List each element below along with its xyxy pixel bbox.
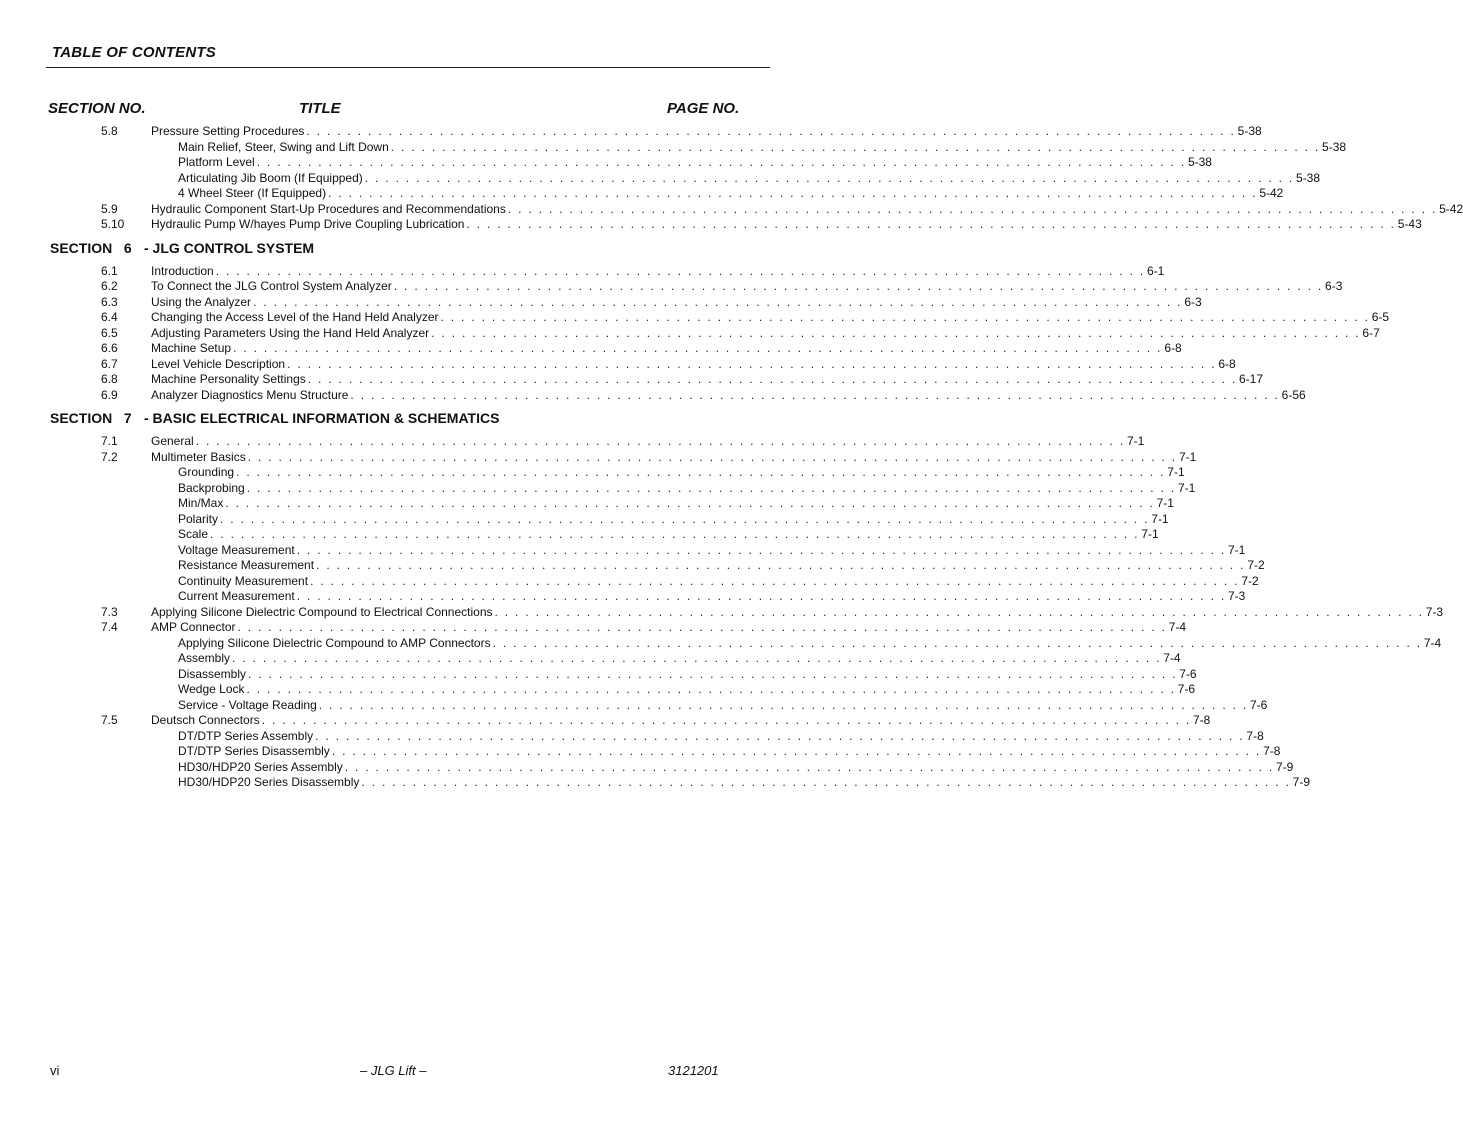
toc-entry[interactable] <box>0 294 1202 311</box>
toc-entry-page: 7-1 <box>1178 449 1197 464</box>
toc-entry-title: Assembly <box>178 651 231 665</box>
toc-entry-title: Scale <box>178 527 209 541</box>
dot-leader: . . . . . . . . . . . . . . . . . . . . . . . . . . . . . . . . . . . . . . . . . . . . . . . . . . . . . . . . . . . . . . . . . . . . . . . . . . . . . . . . . . . . . . . . . . . <box>440 310 1370 324</box>
toc-entry[interactable] <box>0 325 1380 342</box>
toc-entry[interactable] <box>0 511 1169 528</box>
toc-entry-title: Grounding <box>178 465 235 479</box>
toc-entry-line <box>178 527 1159 543</box>
toc-entry-line <box>151 356 1236 373</box>
toc-entry-line <box>178 542 1246 559</box>
toc-entry-line <box>178 496 1174 512</box>
toc-entry-number: 6.3 <box>101 294 118 309</box>
toc-entry-line <box>178 666 1197 683</box>
toc-entry-page: 7-6 <box>1179 666 1197 681</box>
toc-entry-title: Changing the Access Level of the Hand Held Analyzer <box>151 310 439 324</box>
dot-leader: . . . . . . . . . . . . . . . . . . . . . . . . . . . . . . . . . . . . . . . . . . . . . . . . . . . . . . . . . . . . . . . . . . . . . . . . . . . . . . . . . . . . . . . . . . . <box>318 697 1248 712</box>
toc-entry-page: 7-3 <box>1227 589 1246 603</box>
section-label: SECTION 6 <box>50 239 132 256</box>
dot-leader: . . . . . . . . . . . . . . . . . . . . . . . . . . . . . . . . . . . . . . . . . . . . . . . . . . . . . . . . . . . . . . . . . . . . . . . . . . . . . . . . . . . . . . . . . . . <box>195 434 1125 448</box>
toc-entry-page: 7-1 <box>1151 511 1169 526</box>
toc-entry[interactable] <box>0 496 1174 512</box>
toc-entry[interactable] <box>0 217 1422 233</box>
dot-leader: . . . . . . . . . . . . . . . . . . . . . . . . . . . . . . . . . . . . . . . . . . . . . . . . . . . . . . . . . . . . . . . . . . . . . . . . . . . . . . . . . . . . . . . . . . . <box>215 263 1145 278</box>
dot-leader: . . . . . . . . . . . . . . . . . . . . . . . . . . . . . . . . . . . . . . . . . . . . . . . . . . . . . . . . . . . . . . . . . . . . . . . . . . . . . . . . . . . . . . . . . . . <box>466 217 1396 231</box>
dot-leader: . . . . . . . . . . . . . . . . . . . . . . . . . . . . . . . . . . . . . . . . . . . . . . . . . . . . . . . . . . . . . . . . . . . . . . . . . . . . . . . . . . . . . . . . . . . <box>225 496 1155 510</box>
toc-entry[interactable] <box>0 697 1268 714</box>
toc-entry-number: 6.2 <box>101 279 118 293</box>
section-name: - BASIC ELECTRICAL INFORMATION & SCHEMATICS <box>144 410 500 426</box>
section-heading <box>0 240 866 257</box>
toc-entry-title: Hydraulic Pump W/hayes Pump Drive Coupling Lubrication <box>151 217 465 231</box>
toc-entry[interactable] <box>0 651 1181 667</box>
dot-leader: . . . . . . . . . . . . . . . . . . . . . . . . . . . . . . . . . . . . . . . . . . . . . . . . . . . . . . . . . . . . . . . . . . . . . . . . . . . . . . . . . . . . . . . . . . . <box>507 201 1438 216</box>
dot-leader: . . . . . . . . . . . . . . . . . . . . . . . . . . . . . . . . . . . . . . . . . . . . . . . . . . . . . . . . . . . . . . . . . . . . . . . . . . . . . . . . . . . . . . . . . . . <box>316 558 1246 572</box>
toc-entry-line <box>178 589 1246 605</box>
toc-entry-page: 7-9 <box>1275 759 1294 774</box>
toc-entry-page: 7-2 <box>1247 558 1265 572</box>
dot-leader: . . . . . . . . . . . . . . . . . . . . . . . . . . . . . . . . . . . . . . . . . . . . . . . . . . . . . . . . . . . . . . . . . . . . . . . . . . . . . . . . . . . . . . . . . . . <box>253 294 1183 309</box>
toc-entry-line <box>178 511 1169 528</box>
toc-entry[interactable] <box>0 666 1197 683</box>
toc-entry-page: 7-2 <box>1241 573 1259 588</box>
toc-entry-line <box>178 573 1259 590</box>
toc-entry[interactable] <box>0 728 1264 745</box>
dot-leader: . . . . . . . . . . . . . . . . . . . . . . . . . . . . . . . . . . . . . . . . . . . . . . . . . . . . . . . . . . . . . . . . . . . . . . . . . . . . . . . . . . . . . . . . . . . <box>210 527 1140 541</box>
toc-entry-title: Applying Silicone Dielectric Compound to AMP Connectors <box>178 635 491 650</box>
toc-entry-title: Voltage Measurement <box>178 542 295 557</box>
toc-entry-page: 5-42 <box>1259 186 1284 200</box>
toc-entry-title: DT/DTP Series Disassembly <box>178 744 330 758</box>
toc-entry[interactable] <box>0 480 1196 497</box>
dot-leader: . . . . . . . . . . . . . . . . . . . . . . . . . . . . . . . . . . . . . . . . . . . . . . . . . . . . . . . . . . . . . . . . . . . . . . . . . . . . . . . . . . . . . . . . . . . <box>331 744 1262 758</box>
page-title: TABLE OF CONTENTS <box>52 44 216 61</box>
toc-entry[interactable] <box>0 139 1347 156</box>
dot-leader: . . . . . . . . . . . . . . . . . . . . . . . . . . . . . . . . . . . . . . . . . . . . . . . . . . . . . . . . . . . . . . . . . . . . . . . . . . . . . . . . . . . . . . . . . . . <box>261 713 1191 727</box>
toc-entry[interactable] <box>0 356 1236 373</box>
toc-entry-title: Level Vehicle Description <box>151 356 286 371</box>
toc-entry[interactable] <box>0 775 1310 791</box>
toc-entry[interactable] <box>0 589 1246 605</box>
toc-entry-title: Applying Silicone Dielectric Compound to Electrical Connections <box>151 604 493 619</box>
dot-leader: . . . . . . . . . . . . . . . . . . . . . . . . . . . . . . . . . . . . . . . . . . . . . . . . . . . . . . . . . . . . . . . . . . . . . . . . . . . . . . . . . . . . . . . . . . . <box>248 666 1178 681</box>
dot-leader: . . . . . . . . . . . . . . . . . . . . . . . . . . . . . . . . . . . . . . . . . . . . . . . . . . . . . . . . . . . . . . . . . . . . . . . . . . . . . . . . . . . . . . . . . . . <box>233 341 1163 355</box>
dot-leader: . . . . . . . . . . . . . . . . . . . . . . . . . . . . . . . . . . . . . . . . . . . . . . . . . . . . . . . . . . . . . . . . . . . . . . . . . . . . . . . . . . . . . . . . . . . <box>328 186 1258 200</box>
column-header-title: TITLE <box>299 100 341 117</box>
dot-leader: . . . . . . . . . . . . . . . . . . . . . . . . . . . . . . . . . . . . . . . . . . . . . . . . . . . . . . . . . . . . . . . . . . . . . . . . . . . . . . . . . . . . . . . . . . . <box>364 170 1295 185</box>
dot-leader: . . . . . . . . . . . . . . . . . . . . . . . . . . . . . . . . . . . . . . . . . . . . . . . . . . . . . . . . . . . . . . . . . . . . . . . . . . . . . . . . . . . . . . . . . . . <box>247 449 1177 464</box>
column-header-section-no: SECTION NO. <box>48 100 146 117</box>
toc-entry-page: 5-42 <box>1439 201 1463 216</box>
toc-entry-title: Polarity <box>178 511 219 526</box>
toc-entry-line <box>178 139 1347 156</box>
toc-entry[interactable] <box>0 341 1182 357</box>
footer-publisher: – JLG Lift – <box>360 1063 427 1078</box>
toc-entry[interactable] <box>0 744 1281 760</box>
toc-entry-title: To Connect the JLG Control System Analyzer <box>151 279 392 293</box>
toc-entry-number: 6.7 <box>101 356 118 371</box>
toc-entry-page: 7-1 <box>1156 496 1174 510</box>
toc-entry[interactable] <box>0 263 1165 280</box>
toc-entry-title: HD30/HDP20 Series Assembly <box>178 759 343 774</box>
footer-page-number: vi <box>50 1063 60 1078</box>
toc-entry-title: Using the Analyzer <box>151 294 252 309</box>
toc-entry-page: 6-5 <box>1371 310 1390 324</box>
toc-entry-title: Analyzer Diagnostics Menu Structure <box>151 387 349 402</box>
toc-entry[interactable] <box>0 542 1246 559</box>
toc-entry-title: Service - Voltage Reading <box>178 697 317 712</box>
toc-entry[interactable] <box>0 759 1294 776</box>
toc-entry-line <box>151 372 1264 388</box>
toc-entry-line <box>178 744 1281 760</box>
toc-entry-number: 6.4 <box>101 310 118 324</box>
toc-entry-title: Machine Personality Settings <box>151 372 306 386</box>
toc-entry-number: 5.9 <box>101 201 118 216</box>
dot-leader: . . . . . . . . . . . . . . . . . . . . . . . . . . . . . . . . . . . . . . . . . . . . . . . . . . . . . . . . . . . . . . . . . . . . . . . . . . . . . . . . . . . . . . . . . . . <box>431 325 1361 340</box>
header-rule <box>46 67 770 68</box>
toc-entry-line <box>151 124 1262 140</box>
toc-entry-line <box>178 697 1268 714</box>
toc-entry-line <box>178 170 1321 187</box>
toc-entry-line <box>178 635 1442 652</box>
toc-entry-page: 6-56 <box>1281 387 1306 402</box>
toc-entry-number: 6.1 <box>101 263 118 278</box>
toc-entry-line <box>151 434 1145 450</box>
dot-leader: . . . . . . . . . . . . . . . . . . . . . . . . . . . . . . . . . . . . . . . . . . . . . . . . . . . . . . . . . . . . . . . . . . . . . . . . . . . . . . . . . . . . . . . . . . . <box>256 155 1186 169</box>
toc-entry-number: 6.6 <box>101 341 118 355</box>
dot-leader: . . . . . . . . . . . . . . . . . . . . . . . . . . . . . . . . . . . . . . . . . . . . . . . . . . . . . . . . . . . . . . . . . . . . . . . . . . . . . . . . . . . . . . . . . . . <box>220 511 1150 526</box>
dot-leader: . . . . . . . . . . . . . . . . . . . . . . . . . . . . . . . . . . . . . . . . . . . . . . . . . . . . . . . . . . . . . . . . . . . . . . . . . . . . . . . . . . . . . . . . . . . <box>494 604 1424 619</box>
dot-leader: . . . . . . . . . . . . . . . . . . . . . . . . . . . . . . . . . . . . . . . . . . . . . . . . . . . . . . . . . . . . . . . . . . . . . . . . . . . . . . . . . . . . . . . . . . . <box>315 728 1245 743</box>
toc-entry[interactable] <box>0 713 1211 729</box>
section-name: - JLG CONTROL SYSTEM <box>144 239 315 256</box>
toc-entry[interactable] <box>0 155 1212 171</box>
toc-entry-page: 7-9 <box>1292 775 1310 789</box>
toc-entry-line <box>178 728 1264 745</box>
toc-entry-line <box>178 775 1310 791</box>
dot-leader: . . . . . . . . . . . . . . . . . . . . . . . . . . . . . . . . . . . . . . . . . . . . . . . . . . . . . . . . . . . . . . . . . . . . . . . . . . . . . . . . . . . . . . . . . . . <box>237 620 1167 634</box>
toc-entry[interactable] <box>0 434 1145 450</box>
section-heading <box>0 410 866 427</box>
toc-entry[interactable] <box>0 310 1390 326</box>
toc-entry-title: Introduction <box>151 263 214 278</box>
toc-entry-line <box>151 263 1165 280</box>
toc-entry-line <box>178 759 1294 776</box>
toc-entry-title: Continuity Measurement <box>178 573 309 588</box>
toc-entry-title: Disassembly <box>178 666 247 681</box>
toc-entry-title: Hydraulic Component Start-Up Procedures and Recommendations <box>151 201 506 216</box>
toc-entry-line <box>151 310 1390 326</box>
toc-entry[interactable] <box>0 558 1265 574</box>
toc-entry-number: 6.9 <box>101 387 118 402</box>
toc-entry-title: Platform Level <box>178 155 255 169</box>
toc-entry-number: 6.8 <box>101 372 118 386</box>
toc-entry-title: Adjusting Parameters Using the Hand Held Analyzer <box>151 325 430 340</box>
toc-entry-number: 7.5 <box>101 713 118 727</box>
section-label: SECTION 7 <box>50 410 132 426</box>
toc-entry[interactable] <box>0 186 1284 202</box>
toc-entry-line <box>178 465 1185 481</box>
toc-entry-title: DT/DTP Series Assembly <box>178 728 314 743</box>
toc-entry-title: Min/Max <box>178 496 224 510</box>
toc-entry-line <box>151 279 1343 295</box>
toc-entry-page: 7-8 <box>1192 713 1211 727</box>
toc-entry-number: 7.3 <box>101 604 118 619</box>
column-header-page-no: PAGE NO. <box>667 100 740 117</box>
toc-entry[interactable] <box>0 465 1185 481</box>
toc-entry-line <box>178 682 1196 698</box>
toc-list <box>0 124 1463 791</box>
toc-entry-number: 7.1 <box>101 434 118 448</box>
toc-entry-title: Machine Setup <box>151 341 232 355</box>
dot-leader: . . . . . . . . . . . . . . . . . . . . . . . . . . . . . . . . . . . . . . . . . . . . . . . . . . . . . . . . . . . . . . . . . . . . . . . . . . . . . . . . . . . . . . . . . . . <box>306 124 1236 138</box>
toc-entry-line <box>151 713 1211 729</box>
toc-entry-page: 7-4 <box>1423 635 1442 650</box>
toc-entry-line <box>178 155 1212 171</box>
toc-entry-page: 6-7 <box>1362 325 1380 340</box>
toc-entry-page: 6-8 <box>1218 356 1236 371</box>
dot-leader: . . . . . . . . . . . . . . . . . . . . . . . . . . . . . . . . . . . . . . . . . . . . . . . . . . . . . . . . . . . . . . . . . . . . . . . . . . . . . . . . . . . . . . . . . . . <box>232 651 1162 665</box>
toc-entry-line <box>151 387 1306 404</box>
toc-entry-page: 6-8 <box>1164 341 1182 355</box>
dot-leader: . . . . . . . . . . . . . . . . . . . . . . . . . . . . . . . . . . . . . . . . . . . . . . . . . . . . . . . . . . . . . . . . . . . . . . . . . . . . . . . . . . . . . . . . . . . <box>246 682 1176 696</box>
toc-entry-page: 7-4 <box>1163 651 1181 665</box>
toc-entry[interactable] <box>0 527 1159 543</box>
toc-entry-page: 5-38 <box>1237 124 1262 138</box>
dot-leader: . . . . . . . . . . . . . . . . . . . . . . . . . . . . . . . . . . . . . . . . . . . . . . . . . . . . . . . . . . . . . . . . . . . . . . . . . . . . . . . . . . . . . . . . . . . <box>296 589 1226 603</box>
toc-entry-title: Articulating Jib Boom (If Equipped) <box>178 170 363 185</box>
toc-entry[interactable] <box>0 620 1187 636</box>
toc-entry-line <box>151 449 1197 466</box>
toc-entry-line <box>178 651 1181 667</box>
dot-leader: . . . . . . . . . . . . . . . . . . . . . . . . . . . . . . . . . . . . . . . . . . . . . . . . . . . . . . . . . . . . . . . . . . . . . . . . . . . . . . . . . . . . . . . . . . . <box>310 573 1240 588</box>
toc-entry-line <box>151 325 1380 342</box>
toc-entry-title: Resistance Measurement <box>178 558 315 572</box>
toc-entry-line <box>178 480 1196 497</box>
toc-entry-page: 5-38 <box>1296 170 1321 185</box>
toc-entry[interactable] <box>0 170 1321 187</box>
toc-entry[interactable] <box>0 279 1343 295</box>
toc-entry-page: 7-1 <box>1177 480 1196 495</box>
toc-entry[interactable] <box>0 635 1442 652</box>
toc-entry-title: HD30/HDP20 Series Disassembly <box>178 775 360 789</box>
toc-entry-page: 5-43 <box>1397 217 1422 231</box>
toc-entry[interactable] <box>0 573 1259 590</box>
toc-entry-line <box>151 604 1444 621</box>
toc-entry-line <box>178 186 1284 202</box>
toc-entry-title: General <box>151 434 194 448</box>
toc-entry-title: 4 Wheel Steer (If Equipped) <box>178 186 327 200</box>
toc-entry-line <box>178 558 1265 574</box>
toc-entry-page: 6-1 <box>1146 263 1165 278</box>
toc-entry-number: 5.10 <box>101 217 125 231</box>
toc-entry-title: Current Measurement <box>178 589 295 603</box>
toc-entry-page: 7-8 <box>1246 728 1264 743</box>
toc-entry-page: 6-17 <box>1239 372 1264 386</box>
toc-entry-number: 7.4 <box>101 620 118 634</box>
toc-entry-title: Backprobing <box>178 480 245 495</box>
toc-entry[interactable] <box>0 449 1197 466</box>
toc-entry-line <box>151 294 1202 311</box>
toc-entry-title: Pressure Setting Procedures <box>151 124 305 138</box>
toc-entry-page: 7-1 <box>1167 465 1185 479</box>
dot-leader: . . . . . . . . . . . . . . . . . . . . . . . . . . . . . . . . . . . . . . . . . . . . . . . . . . . . . . . . . . . . . . . . . . . . . . . . . . . . . . . . . . . . . . . . . . . <box>296 542 1226 557</box>
dot-leader: . . . . . . . . . . . . . . . . . . . . . . . . . . . . . . . . . . . . . . . . . . . . . . . . . . . . . . . . . . . . . . . . . . . . . . . . . . . . . . . . . . . . . . . . . . . <box>236 465 1166 479</box>
dot-leader: . . . . . . . . . . . . . . . . . . . . . . . . . . . . . . . . . . . . . . . . . . . . . . . . . . . . . . . . . . . . . . . . . . . . . . . . . . . . . . . . . . . . . . . . . . . <box>344 759 1274 774</box>
toc-entry-page: 7-1 <box>1126 434 1145 448</box>
toc-entry-page: 5-38 <box>1187 155 1212 169</box>
toc-entry[interactable] <box>0 201 1463 218</box>
dot-leader: . . . . . . . . . . . . . . . . . . . . . . . . . . . . . . . . . . . . . . . . . . . . . . . . . . . . . . . . . . . . . . . . . . . . . . . . . . . . . . . . . . . . . . . . . . . <box>393 279 1324 293</box>
dot-leader: . . . . . . . . . . . . . . . . . . . . . . . . . . . . . . . . . . . . . . . . . . . . . . . . . . . . . . . . . . . . . . . . . . . . . . . . . . . . . . . . . . . . . . . . . . . <box>287 356 1217 371</box>
toc-entry-number: 5.8 <box>101 124 118 138</box>
toc-entry-page: 7-3 <box>1425 604 1444 619</box>
dot-leader: . . . . . . . . . . . . . . . . . . . . . . . . . . . . . . . . . . . . . . . . . . . . . . . . . . . . . . . . . . . . . . . . . . . . . . . . . . . . . . . . . . . . . . . . . . . <box>246 480 1176 495</box>
toc-entry-number: 6.5 <box>101 325 118 340</box>
toc-entry-page: 5-38 <box>1322 139 1347 154</box>
toc-entry-line <box>151 620 1187 636</box>
toc-entry[interactable] <box>0 387 1306 404</box>
toc-entry-page: 7-6 <box>1177 682 1196 696</box>
toc-entry[interactable] <box>0 124 1262 140</box>
toc-entry-title: Main Relief, Steer, Swing and Lift Down <box>178 139 389 154</box>
toc-entry-page: 6-3 <box>1325 279 1343 293</box>
toc-entry-page: 7-8 <box>1263 744 1281 758</box>
toc-entry[interactable] <box>0 682 1196 698</box>
footer-document-number: 3121201 <box>668 1063 719 1078</box>
toc-entry-title: Multimeter Basics <box>151 449 246 464</box>
toc-entry-page: 7-1 <box>1141 527 1159 541</box>
dot-leader: . . . . . . . . . . . . . . . . . . . . . . . . . . . . . . . . . . . . . . . . . . . . . . . . . . . . . . . . . . . . . . . . . . . . . . . . . . . . . . . . . . . . . . . . . . . <box>361 775 1291 789</box>
toc-entry-page: 7-4 <box>1168 620 1187 634</box>
toc-entry[interactable] <box>0 372 1264 388</box>
toc-entry-page: 6-3 <box>1184 294 1202 309</box>
toc-entry-title: Wedge Lock <box>178 682 245 696</box>
toc-entry-number: 7.2 <box>101 449 118 464</box>
toc-entry-title: AMP Connector <box>151 620 236 634</box>
toc-entry[interactable] <box>0 604 1444 621</box>
toc-entry-page: 7-6 <box>1250 697 1268 712</box>
dot-leader: . . . . . . . . . . . . . . . . . . . . . . . . . . . . . . . . . . . . . . . . . . . . . . . . . . . . . . . . . . . . . . . . . . . . . . . . . . . . . . . . . . . . . . . . . . . <box>350 387 1280 402</box>
dot-leader: . . . . . . . . . . . . . . . . . . . . . . . . . . . . . . . . . . . . . . . . . . . . . . . . . . . . . . . . . . . . . . . . . . . . . . . . . . . . . . . . . . . . . . . . . . . <box>390 139 1321 154</box>
toc-entry-title: Deutsch Connectors <box>151 713 260 727</box>
toc-entry-line <box>151 217 1422 233</box>
dot-leader: . . . . . . . . . . . . . . . . . . . . . . . . . . . . . . . . . . . . . . . . . . . . . . . . . . . . . . . . . . . . . . . . . . . . . . . . . . . . . . . . . . . . . . . . . . . <box>492 635 1422 650</box>
toc-entry-line <box>151 201 1463 218</box>
toc-entry-page: 7-1 <box>1228 542 1246 557</box>
toc-entry-line <box>151 341 1182 357</box>
dot-leader: . . . . . . . . . . . . . . . . . . . . . . . . . . . . . . . . . . . . . . . . . . . . . . . . . . . . . . . . . . . . . . . . . . . . . . . . . . . . . . . . . . . . . . . . . . . <box>307 372 1237 386</box>
